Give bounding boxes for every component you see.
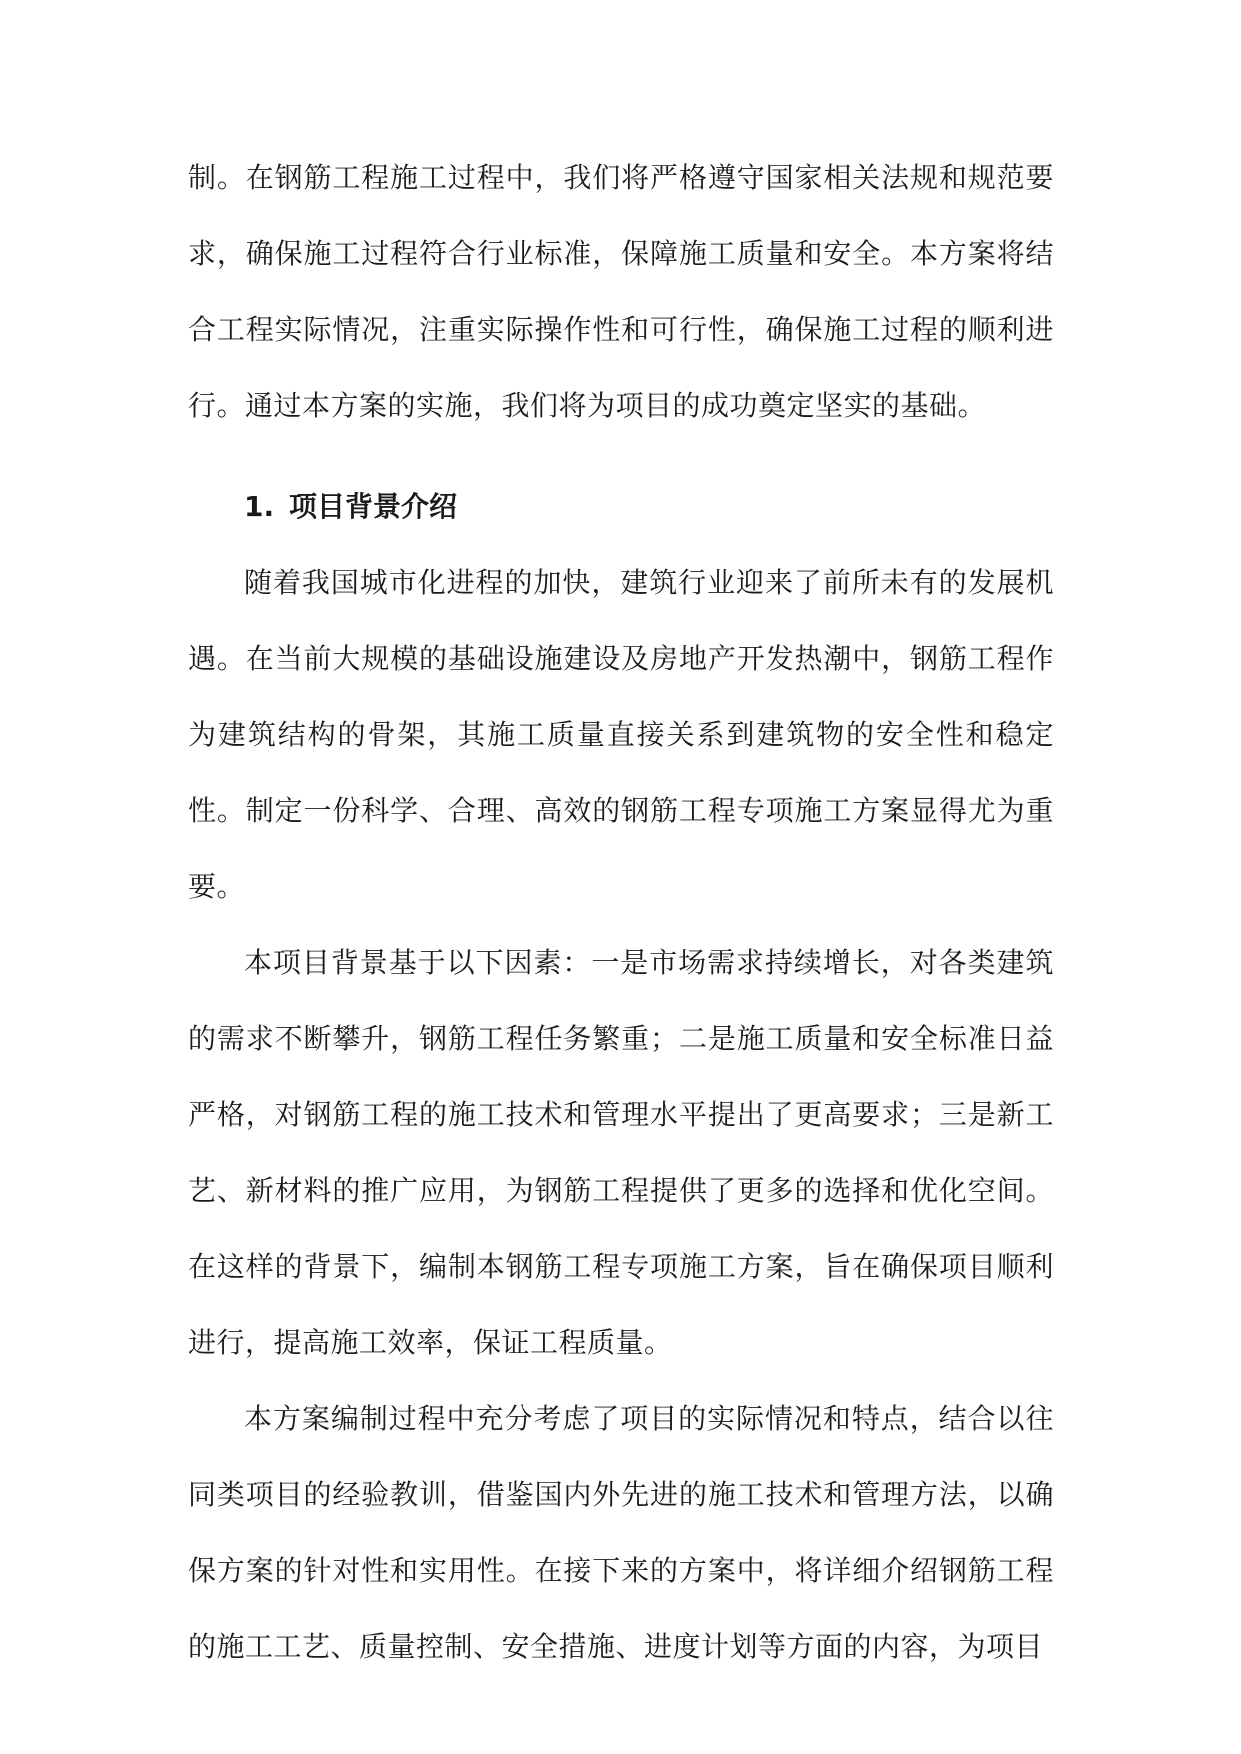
body-paragraph-3: 本方案编制过程中充分考虑了项目的实际情况和特点，结合以往同类项目的经验教训，借鉴国内外先进的施工技术和管理方法，以确保方案的针对性和实用性。在接下来的方案中，将详细介绍钢筋工程的施工工艺、质量控制、安全措施、进度计划等方面的内容，为项目: [188, 1402, 1054, 1663]
intro-paragraph: 制。在钢筋工程施工过程中，我们将严格遵守国家相关法规和规范要求，确保施工过程符合行业标准，保障施工质量和安全。本方案将结合工程实际情况，注重实际操作性和可行性，确保施工过程的顺利进行。通过本方案的实施，我们将为项目的成功奠定坚实的基础。: [188, 161, 1054, 422]
body-paragraph-1: 随着我国城市化进程的加快，建筑行业迎来了前所未有的发展机遇。在当前大规模的基础设施建设及房地产开发热潮中，钢筋工程作为建筑结构的骨架，其施工质量直接关系到建筑物的安全性和稳定性。制定一份科学、合理、高效的钢筋工程专项施工方案显得尤为重要。: [188, 566, 1054, 903]
section-number: 1.: [244, 490, 275, 523]
body-paragraph-2: 本项目背景基于以下因素：一是市场需求持续增长，对各类建筑的需求不断攀升，钢筋工程任务繁重；二是施工质量和安全标准日益严格，对钢筋工程的施工技术和管理水平提出了更高要求；三是新工艺、新材料的推广应用，为钢筋工程提供了更多的选择和优化空间。在这样的背景下，编制本钢筋工程专项施工方案，旨在确保项目顺利进行，提高施工效率，保证工程质量。: [188, 946, 1054, 1359]
section-spacer: [188, 444, 1054, 469]
section-title: 项目背景介绍: [289, 490, 458, 523]
section-heading: [188, 469, 1054, 545]
document-body: [188, 140, 1054, 1685]
